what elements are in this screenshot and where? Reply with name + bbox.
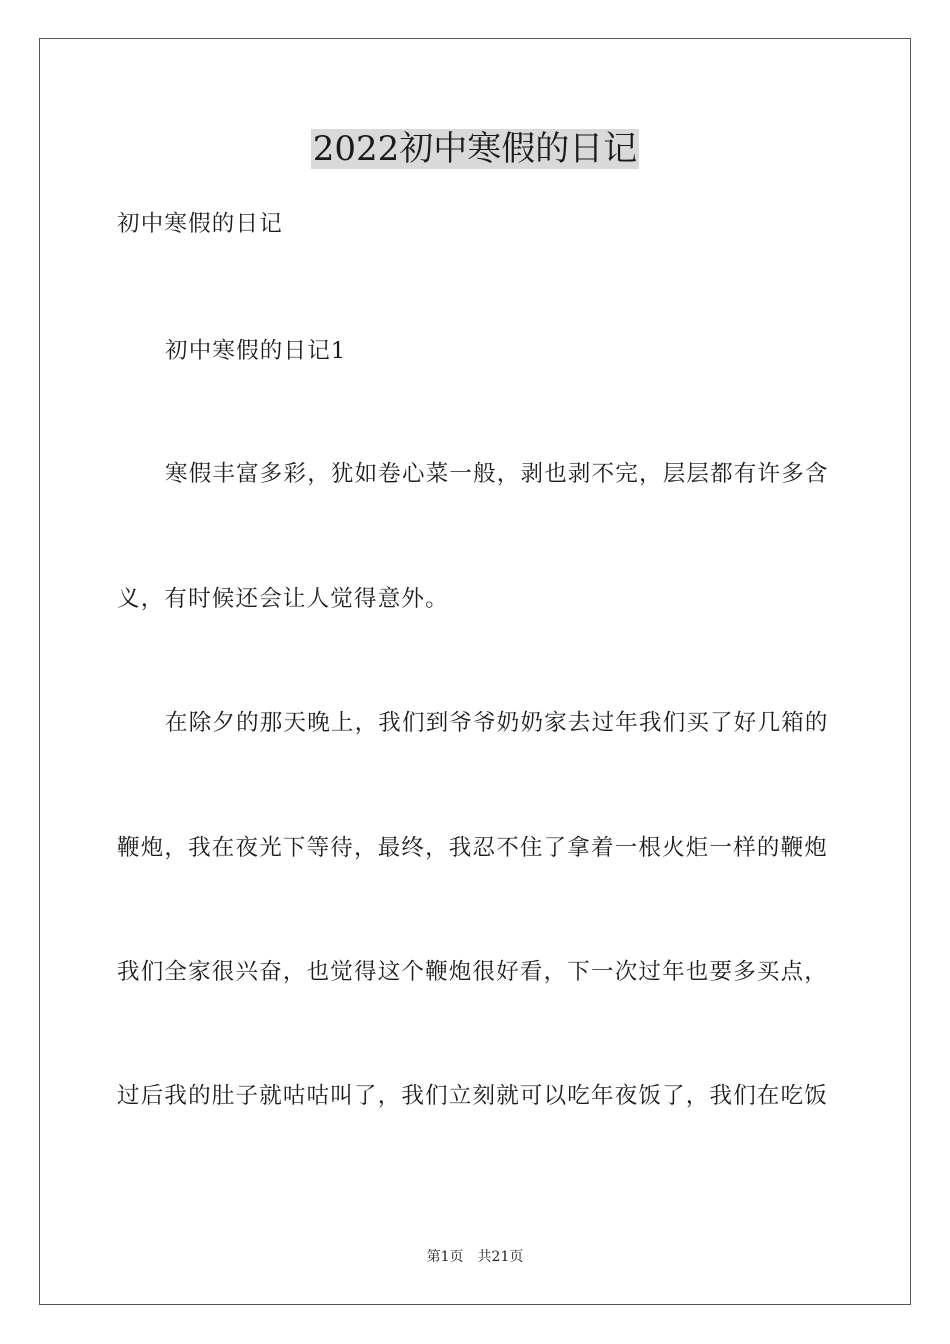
body-line: 我们全家很兴奋，也觉得这个鞭炮很好看，下一次过年也要多买点， [117,959,829,985]
document-title-text: 2022初中寒假的日记 [312,129,638,169]
body-line: 义，有时候还会让人觉得意外。 [117,586,449,612]
document-title [0,126,950,172]
body-line: 过后我的肚子就咕咕叫了，我们立刻就可以吃年夜饭了，我们在吃饭 [117,1083,829,1109]
page-footer: 第1页 共21页 [426,1249,524,1265]
body-line: 寒假丰富多彩，犹如卷心菜一般，剥也剥不完，层层都有许多含 [165,461,829,487]
document-subtitle: 初中寒假的日记 [117,211,283,237]
section-heading: 初中寒假的日记1 [165,338,347,364]
body-line: 在除夕的那天晚上，我们到爷爷奶奶家去过年我们买了好几箱的 [165,710,829,736]
body-line: 鞭炮，我在夜光下等待，最终，我忍不住了拿着一根火炬一样的鞭炮 [117,835,829,861]
